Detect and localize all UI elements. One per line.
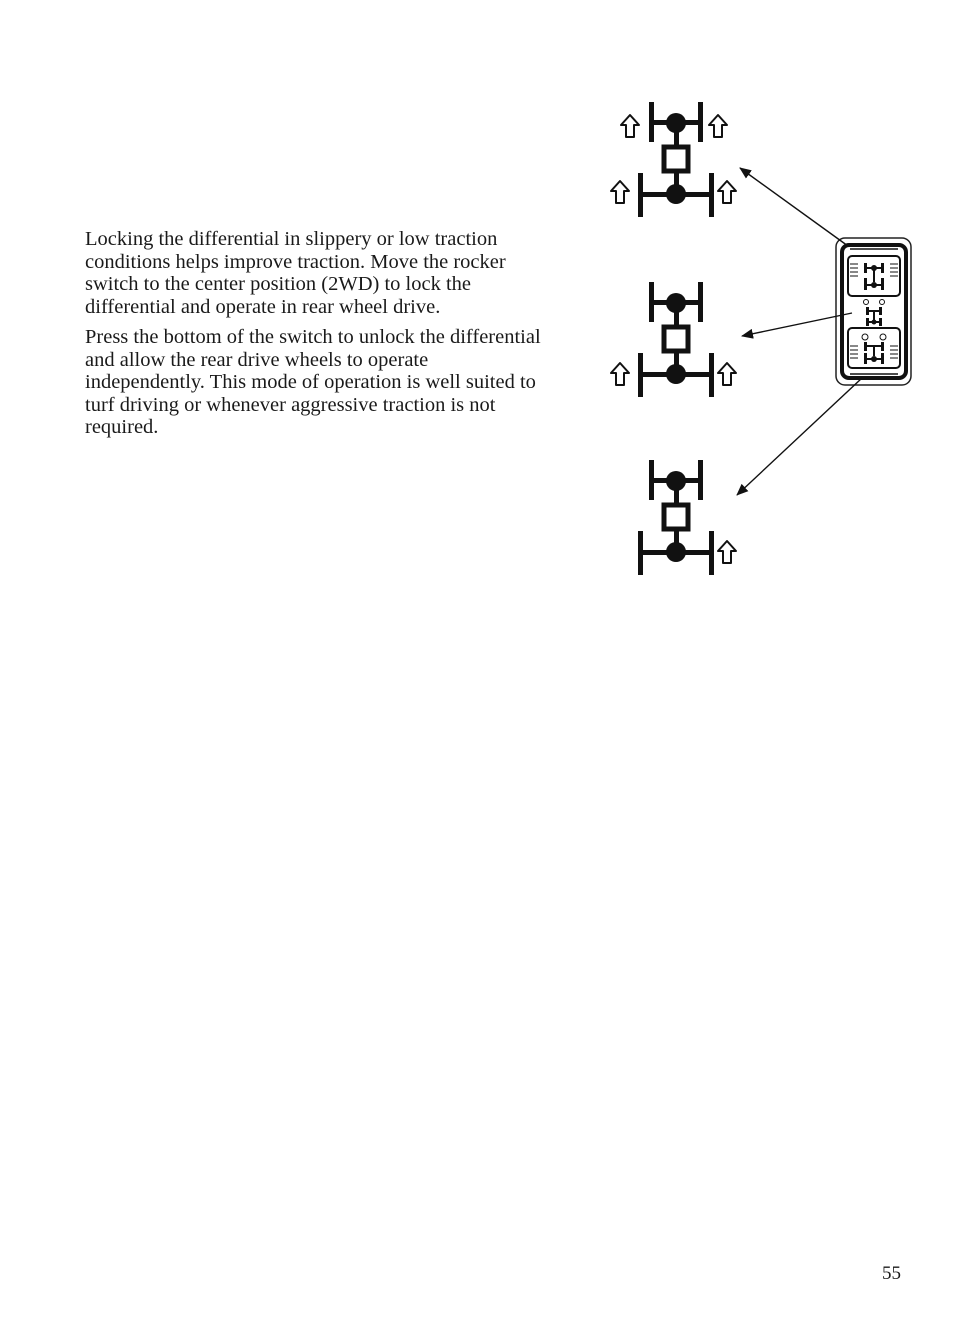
rocker-switch-icon [836, 238, 911, 385]
2wd-locked-diff-icon [611, 282, 736, 397]
2wd-unlocked-diff-icon [638, 460, 736, 575]
paragraph-unlock-differential: Press the bottom of the switch to unlock the differential and allow the rear drive wheels to operate independently. This mode of operation is well suited to turf driving or whenever aggressive traction is not required. [85, 326, 541, 438]
4wd-drive-icon [611, 102, 736, 217]
page-number: 55 [882, 1263, 901, 1284]
paragraph-lock-differential: Locking the differential in slippery or low traction conditions helps improve traction. Move the rocker switch to the center position (2WD) to lock the differential and operate in rear wheel drive. [85, 228, 506, 318]
body-text [85, 228, 545, 447]
drive-mode-figure [600, 100, 930, 590]
